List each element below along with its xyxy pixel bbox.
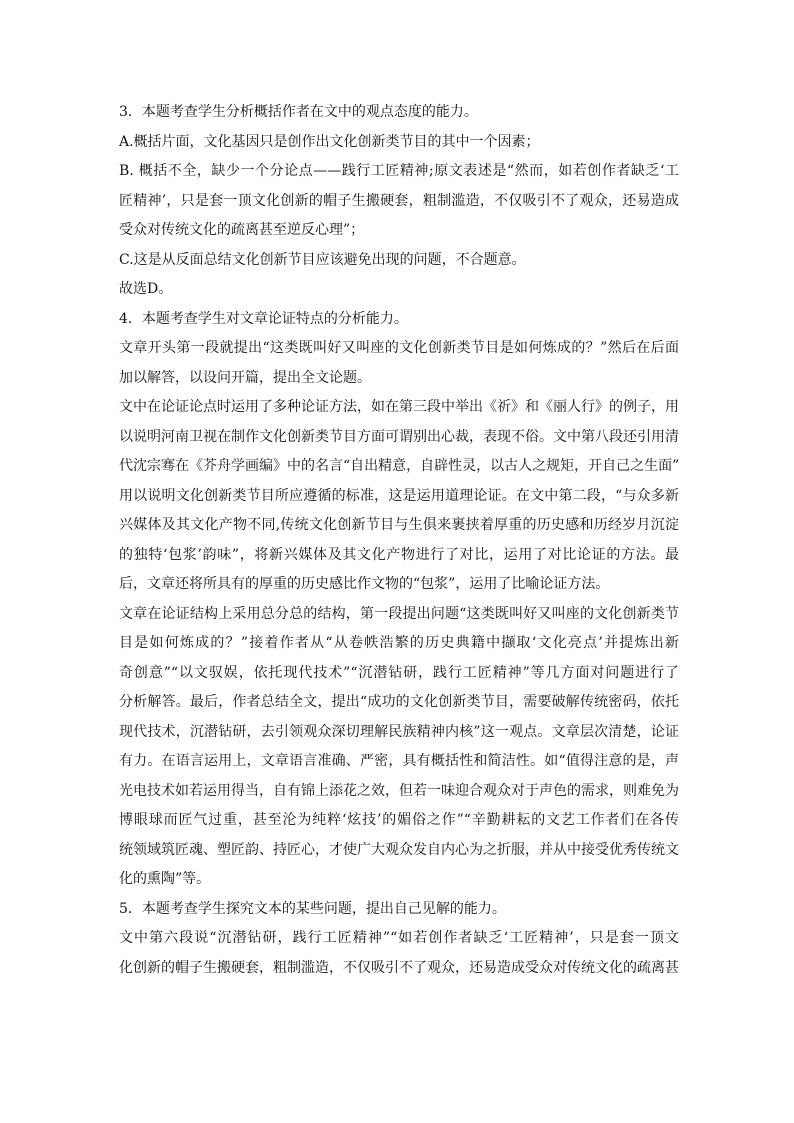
line-q4-p2-1: 文中在论证论点时运用了多种论证方法，如在第三段中举出《祈》和《丽人行》的例子，用 bbox=[119, 399, 679, 415]
document-page bbox=[119, 98, 679, 983]
line-option-c: C.这是从反面总结文化创新节目应该避免出现的问题，不合题意。 bbox=[119, 251, 526, 268]
line-q4-p3-4: 分析解答。最后，作者总结全文，提出“成功的文化创新类节目，需要破解传统密码，依托 bbox=[119, 694, 679, 710]
line-q4-p3-5: 现代技术，沉潜钻研，去引领观众深切理解民族精神内核”这一观点。文章层次清楚，论证 bbox=[119, 723, 679, 740]
line-option-b-3: 受众对传统文化的疏离甚至逆反心理”； bbox=[119, 222, 365, 238]
line-option-b-2: 匠精神’，只是套一顶文化创新的帽子生搬硬套，粗制滥造，不仅吸引不了观众，还易造成 bbox=[119, 192, 679, 209]
line-q4-p3-7: 光电技术如若运用得当，自有锦上添花之效，但若一味迎合观众对于声色的需求，则难免为 bbox=[119, 782, 679, 799]
line-q4-p2-2: 以说明河南卫视在制作文化创新类节目方面可谓别出心裁，表现不俗。文中第八段还引用清 bbox=[119, 428, 679, 445]
line-q5-p1-2: 化创新的帽子生搬硬套，粗制滥造，不仅吸引不了观众，还易造成受众对传统文化的疏离甚 bbox=[119, 959, 679, 976]
line-q4-p3-8: 博眼球而匠气过重，甚至沦为纯粹‘炫技’的媚俗之作”“辛勤耕耘的文艺工作者们在各传 bbox=[119, 812, 679, 828]
line-q4-p3-6: 有力。在语言运用上，文章语言准确、严密，具有概括性和简洁性。如“值得注意的是，声 bbox=[119, 753, 679, 769]
line-answer-d: 故选D。 bbox=[119, 281, 173, 297]
line-q4-p3-2: 目是如何炼成的？”接着作者从“从卷帙浩繁的历史典籍中撷取‘文化亮点’并提炼出新 bbox=[119, 635, 679, 651]
line-q4-p2-5: 兴媒体及其文化产物不同,传统文化创新节目与生俱来裹挟着厚重的历史感和历经岁月沉淀 bbox=[119, 517, 679, 533]
line-q4-p1-1: 文章开头第一段就提出“这类既叫好又叫座的文化创新类节目是如何炼成的？”然后在后面 bbox=[119, 340, 679, 356]
line-q4-p2-6: 的独特‘包浆’韵味”，将新兴媒体及其文化产物进行了对比，运用了对比论证的方法。最 bbox=[119, 546, 679, 563]
line-q4-p3-10: 化的熏陶”等。 bbox=[119, 871, 211, 887]
line-q4-p3-1: 文章在论证结构上采用总分总的结构，第一段提出问题“这类既叫好又叫座的文化创新类节 bbox=[119, 605, 679, 622]
line-q4-p2-7: 后，文章还将所具有的厚重的历史感比作文物的“包浆”，运用了比喻论证方法。 bbox=[119, 576, 610, 592]
line-q4-p3-9: 统领域筑匠魂、塑匠韵、持匠心，才使广大观众发自内心为之折服，并从中接受优秀传统文 bbox=[119, 841, 679, 858]
line-q4-p2-4: 用以说明文化创新类节目所应遵循的标准，这是运用道理论证。在文中第二段，“与众多新 bbox=[119, 487, 679, 504]
line-q5-heading: 5．本题考查学生探究文本的某些问题，提出自己见解的能力。 bbox=[119, 900, 506, 917]
line-option-b-1: B. 概括不全，缺少一个分论点——践行工匠精神;原文表述是“然而，如若创作者缺乏‘工 bbox=[119, 163, 679, 179]
line-q4-p1-2: 加以解答，以设问开篇，提出全文论题。 bbox=[119, 369, 371, 386]
line-option-a: A.概括片面，文化基因只是创作出文化创新类节目的其中一个因素； bbox=[119, 133, 540, 150]
line-q5-p1-1: 文中第六段说“沉潜钻研，践行工匠精神”“如若创作者缺乏‘工匠精神’，只是套一顶文 bbox=[119, 930, 679, 946]
line-q4-p2-3: 代沈宗骞在《芥舟学画编》中的名言“自出精意，自辟性灵，以古人之规矩，开自己之生面” bbox=[119, 458, 679, 474]
line-q4-p3-3: 奇创意”“以文驭娱，依托现代技术”“沉潜钻研，践行工匠精神”等几方面对问题进行了 bbox=[119, 664, 679, 681]
line-q4-heading: 4．本题考查学生对文章论证特点的分析能力。 bbox=[119, 310, 408, 327]
line-q3-heading: 3．本题考查学生分析概括作者在文中的观点态度的能力。 bbox=[119, 104, 478, 120]
